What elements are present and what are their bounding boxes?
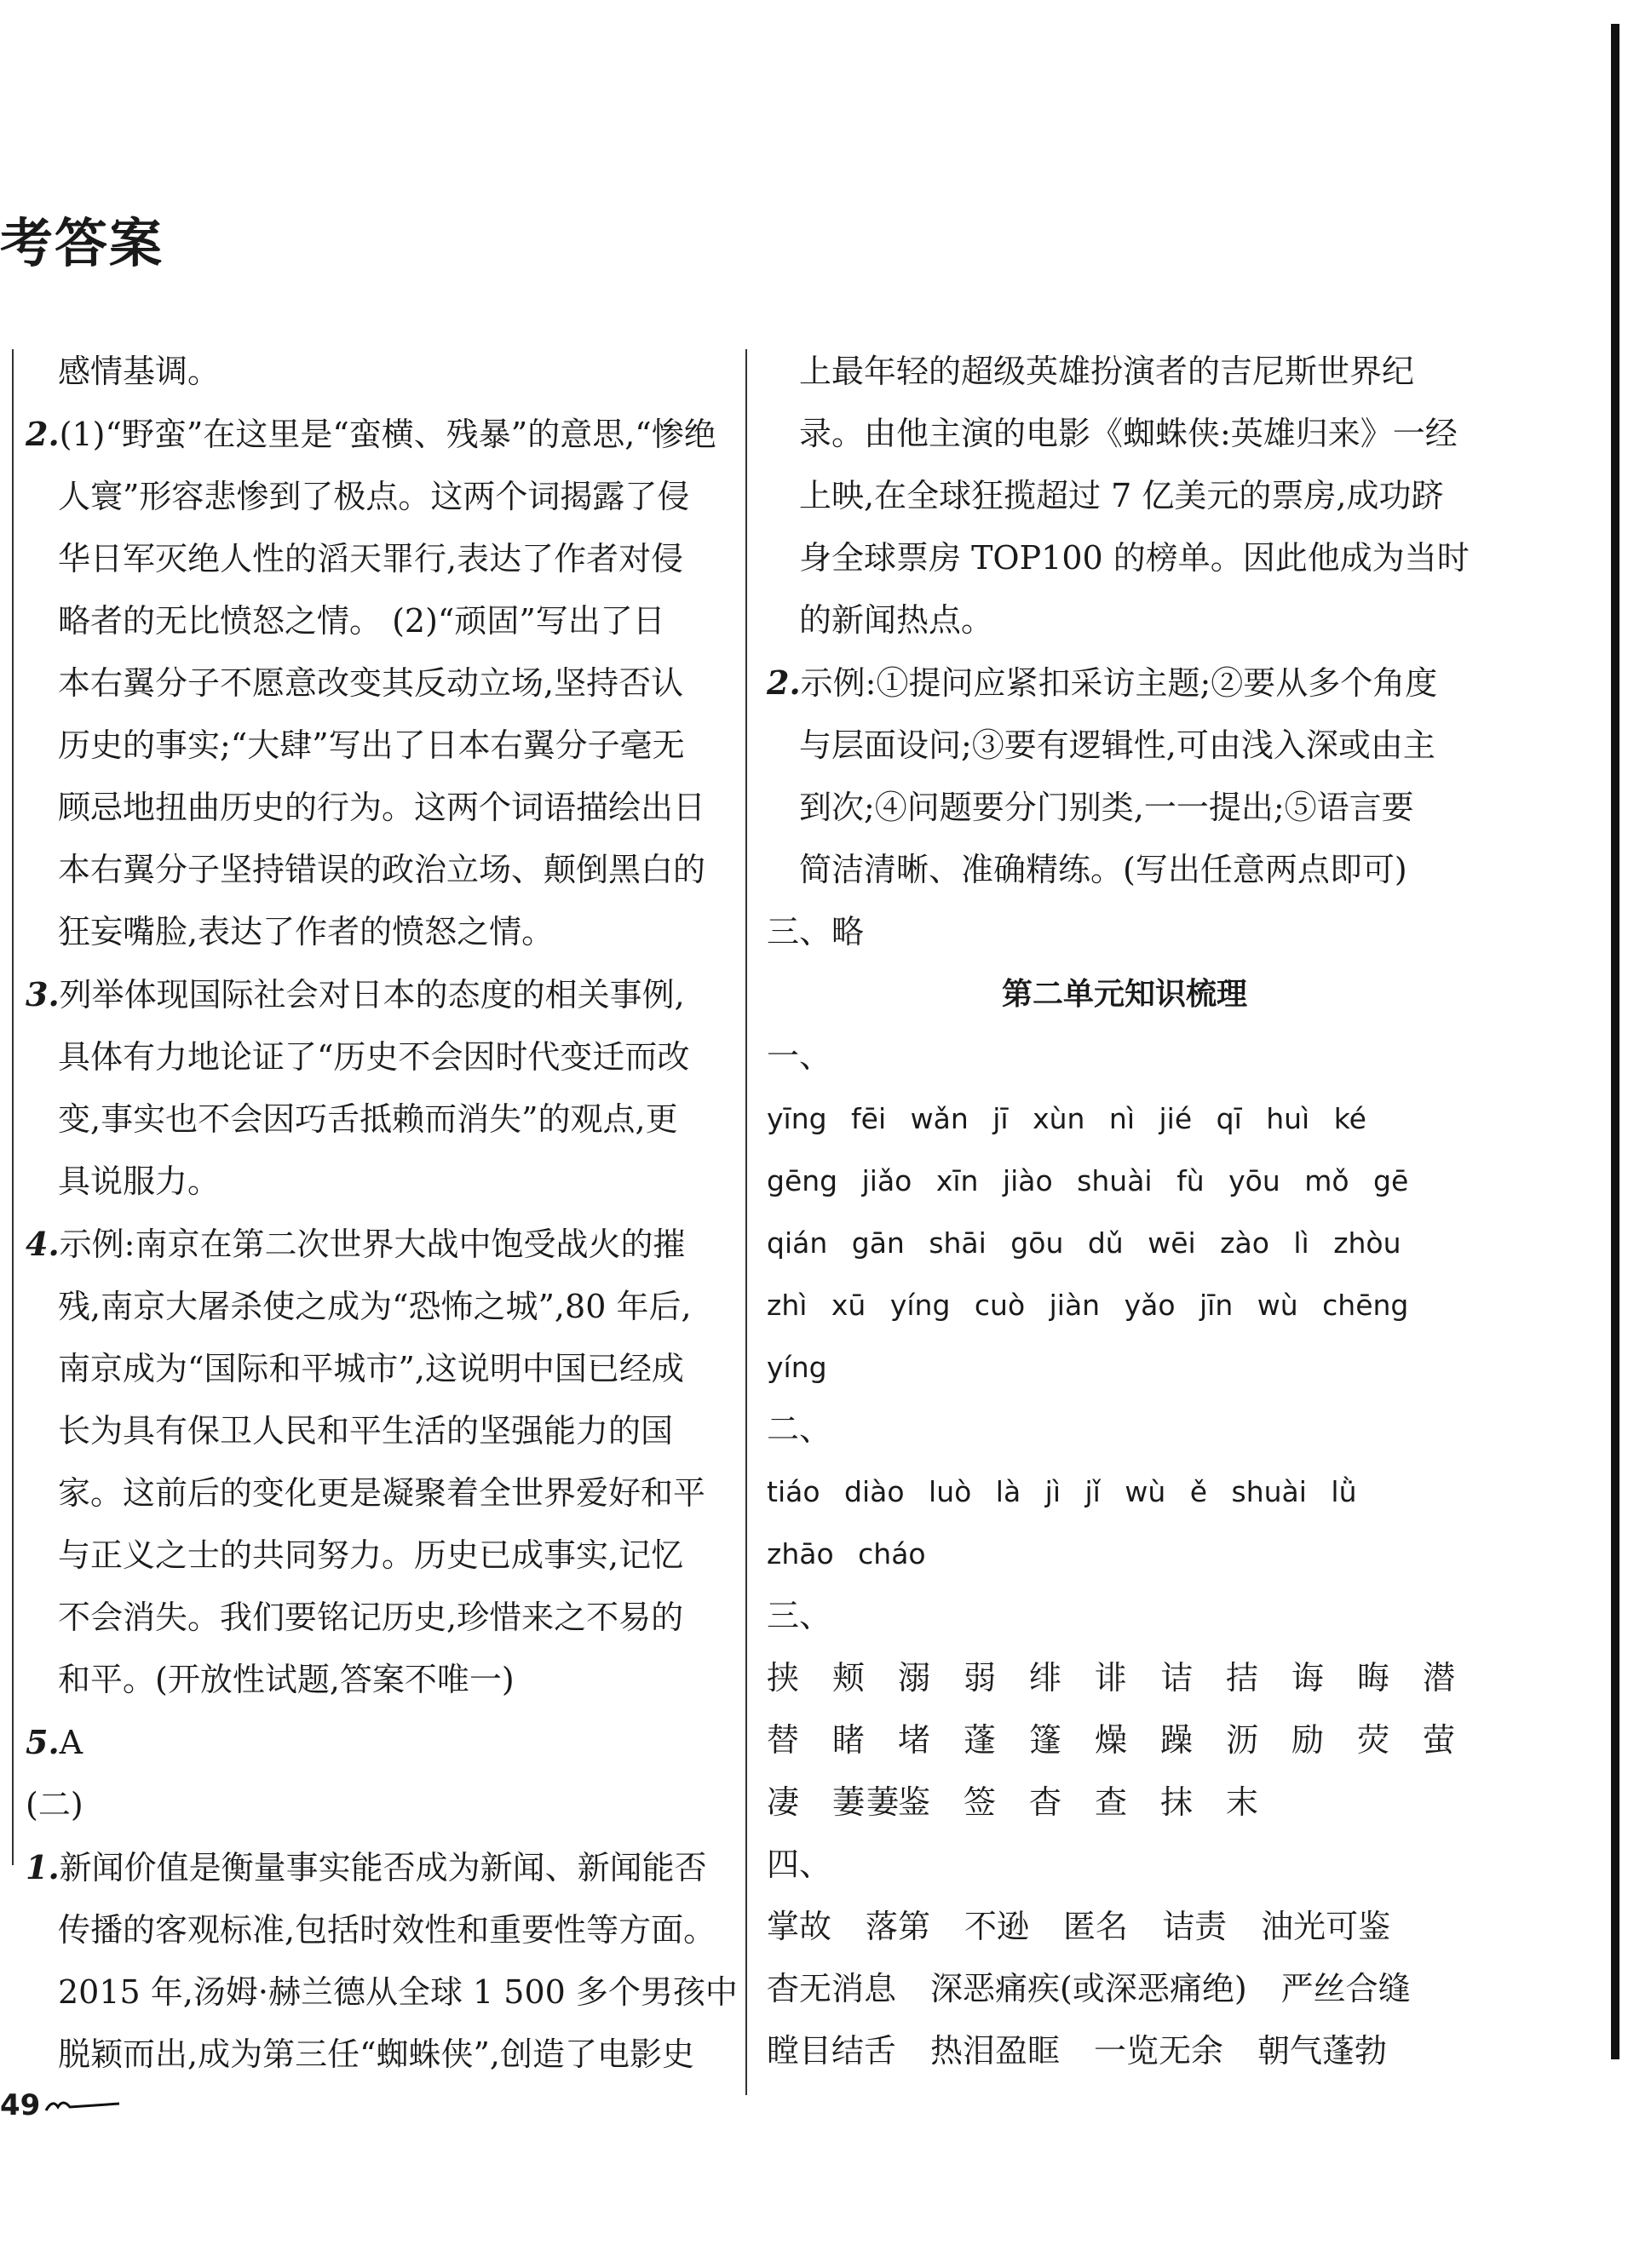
- section-label: 三、: [767, 1597, 832, 1634]
- pinyin-line: tiáo diào luò là jì jǐ wù ě shuài lǜ: [767, 1475, 1357, 1508]
- char: 堵: [898, 1721, 933, 1759]
- word: 不逊: [964, 1908, 1030, 1945]
- text-line: 本右翼分子不愿意改变其反动立场,坚持否认: [58, 664, 684, 702]
- text-line: 和平。(开放性试题,答案不唯一): [58, 1661, 515, 1698]
- char: 弱: [964, 1659, 998, 1697]
- word-row: [767, 1958, 1482, 2020]
- pinyin-line: zhāo cháo: [767, 1537, 926, 1570]
- section-label: (二): [26, 1786, 83, 1823]
- word: 杳无消息: [767, 1970, 897, 2007]
- text-line: 本右翼分子坚持错误的政治立场、颠倒黑白的: [58, 851, 706, 888]
- word-row: [767, 1896, 1482, 1958]
- pinyin-line: zhì xū yíng cuò jiàn yǎo jīn wù chēng: [767, 1289, 1409, 1322]
- char: 蓬: [964, 1721, 998, 1759]
- char: 拮: [1226, 1659, 1261, 1697]
- char: 沥: [1226, 1721, 1261, 1759]
- page-ornament-icon: [44, 2097, 121, 2114]
- pinyin-line: gēng jiǎo xīn jiào shuài fù yōu mǒ gē: [767, 1164, 1409, 1197]
- page-edge-bar: [1611, 24, 1619, 2059]
- char: 溺: [898, 1659, 933, 1697]
- page-number: 49: [0, 2088, 41, 2122]
- char: 颊: [832, 1659, 867, 1697]
- section-label: 四、: [767, 1846, 832, 1883]
- text-line: 长为具有保卫人民和平生活的坚强能力的国: [58, 1412, 674, 1450]
- text-line: 不会消失。我们要铭记历史,珍惜来之不易的: [58, 1599, 684, 1636]
- word: 深恶痛疾(或深恶痛绝): [930, 1970, 1247, 2007]
- section-label: 二、: [767, 1410, 832, 1448]
- char-row: [767, 1647, 1482, 1709]
- char-row: [767, 1771, 1482, 1834]
- text-line: 残,南京大屠杀使之成为“恐怖之城”,80 年后,: [58, 1288, 692, 1325]
- char: 替: [767, 1721, 802, 1759]
- text-line: 上最年轻的超级英雄扮演者的吉尼斯世界纪: [799, 353, 1415, 390]
- char: 杳: [1029, 1783, 1064, 1821]
- char: 潜: [1423, 1659, 1458, 1697]
- word: 掌故: [767, 1908, 832, 1945]
- char: 鉴: [898, 1783, 933, 1821]
- text-line: 与层面设问;③要有逻辑性,可由浅入深或由主: [799, 726, 1435, 764]
- section-title: 第二单元知识梳理: [1001, 977, 1247, 1012]
- answer-line: 2.示例:①提问应紧扣采访主题;②要从多个角度: [767, 663, 1438, 702]
- char: 诲: [1291, 1659, 1326, 1697]
- word: 匿名: [1063, 1908, 1129, 1945]
- text-line: 简洁清晰、准确精练。(写出任意两点即可): [799, 851, 1407, 888]
- column-divider: [745, 349, 747, 2095]
- char: 凄: [767, 1783, 802, 1821]
- section-label: 三、略: [767, 913, 865, 950]
- pinyin-line: qián gān shāi gōu dǔ wēi zào lì zhòu: [767, 1226, 1401, 1260]
- text-line: 历史的事实;“大肆”写出了日本右翼分子毫无: [58, 726, 685, 764]
- char: 励: [1291, 1721, 1326, 1759]
- word: 热泪盈眶: [930, 2032, 1061, 2070]
- char: 查: [1095, 1783, 1130, 1821]
- char: 签: [964, 1783, 998, 1821]
- word: 油光可鉴: [1261, 1908, 1391, 1945]
- char: 末: [1226, 1783, 1261, 1821]
- left-column: [26, 341, 741, 2086]
- right-column: [767, 341, 1482, 2082]
- answer-line: 1.新闻价值是衡量事实能否成为新闻、新闻能否: [26, 1848, 707, 1886]
- answer-line: 5.A: [26, 1723, 83, 1761]
- text-line: 的新闻热点。: [799, 601, 994, 639]
- char: 萋萋: [832, 1783, 901, 1821]
- char: 晦: [1357, 1659, 1392, 1697]
- text-line: 录。由他主演的电影《蜘蛛侠:英雄归来》一经: [799, 415, 1458, 452]
- char: 绯: [1029, 1659, 1064, 1697]
- word-row: [767, 2020, 1482, 2082]
- char: 挟: [767, 1659, 802, 1697]
- text-line: 南京成为“国际和平城市”,这说明中国已经成: [58, 1350, 684, 1387]
- text-line: 传播的客观标准,包括时效性和重要性等方面。: [58, 1911, 716, 1949]
- word: 落第: [866, 1908, 931, 1945]
- text-line: 2015 年,汤姆·赫兰德从全球 1 500 多个男孩中: [58, 1973, 738, 2011]
- pinyin-line: yīng fēi wǎn jī xùn nì jié qī huì ké: [767, 1102, 1366, 1135]
- word: 一览无余: [1094, 2032, 1224, 2070]
- word: 严丝合缝: [1280, 1970, 1411, 2007]
- char: 篷: [1029, 1721, 1064, 1759]
- text-line: 脱颖而出,成为第三任“蜘蛛侠”,创造了电影史: [58, 2035, 695, 2073]
- char-row: [767, 1709, 1482, 1771]
- text-line: 顾忌地扭曲历史的行为。这两个词语描绘出日: [58, 789, 706, 826]
- page-title: 考答案: [0, 212, 164, 274]
- answer-line: 3.列举体现国际社会对日本的态度的相关事例,: [26, 975, 685, 1013]
- text-line: 具体有力地论证了“历史不会因时代变迁而改: [58, 1038, 690, 1076]
- char: 诘: [1160, 1659, 1195, 1697]
- section-label: 一、: [767, 1037, 832, 1075]
- char: 荧: [1357, 1721, 1392, 1759]
- pinyin-line: yíng: [767, 1351, 827, 1384]
- char: 睹: [832, 1721, 867, 1759]
- word: 朝气蓬勃: [1257, 2032, 1388, 2070]
- left-margin-rule: [12, 349, 14, 1865]
- text-line: 上映,在全球狂揽超过 7 亿美元的票房,成功跻: [799, 477, 1444, 514]
- char: 萤: [1423, 1721, 1458, 1759]
- text-line: 感情基调。: [58, 353, 221, 390]
- text-line: 具说服力。: [58, 1163, 221, 1200]
- text-line: 人寰”形容悲惨到了极点。这两个词揭露了侵: [58, 478, 690, 515]
- text-line: 到次;④问题要分门别类,一一提出;⑤语言要: [799, 789, 1414, 826]
- word: 诘责: [1162, 1908, 1228, 1945]
- text-line: 与正义之士的共同努力。历史已成事实,记忆: [58, 1536, 684, 1574]
- text-line: 狂妄嘴脸,表达了作者的愤怒之情。: [58, 913, 555, 950]
- answer-line: 2.(1)“野蛮”在这里是“蛮横、残暴”的意思,“惨绝: [26, 415, 716, 453]
- text-line: 华日军灭绝人性的滔天罪行,表达了作者对侵: [58, 540, 684, 577]
- answer-line: 4.示例:南京在第二次世界大战中饱受战火的摧: [26, 1225, 686, 1263]
- word: 瞠目结舌: [767, 2032, 897, 2070]
- char: 燥: [1095, 1721, 1130, 1759]
- char: 躁: [1160, 1721, 1195, 1759]
- char: 诽: [1095, 1659, 1130, 1697]
- text-line: 变,事实也不会因巧舌抵赖而消失”的观点,更: [58, 1100, 678, 1138]
- text-line: 略者的无比愤怒之情。 (2)“顽固”写出了日: [58, 602, 665, 640]
- char: 抹: [1160, 1783, 1195, 1821]
- text-line: 身全球票房 TOP100 的榜单。因此他成为当时: [799, 539, 1470, 577]
- text-line: 家。这前后的变化更是凝聚着全世界爱好和平: [58, 1474, 706, 1512]
